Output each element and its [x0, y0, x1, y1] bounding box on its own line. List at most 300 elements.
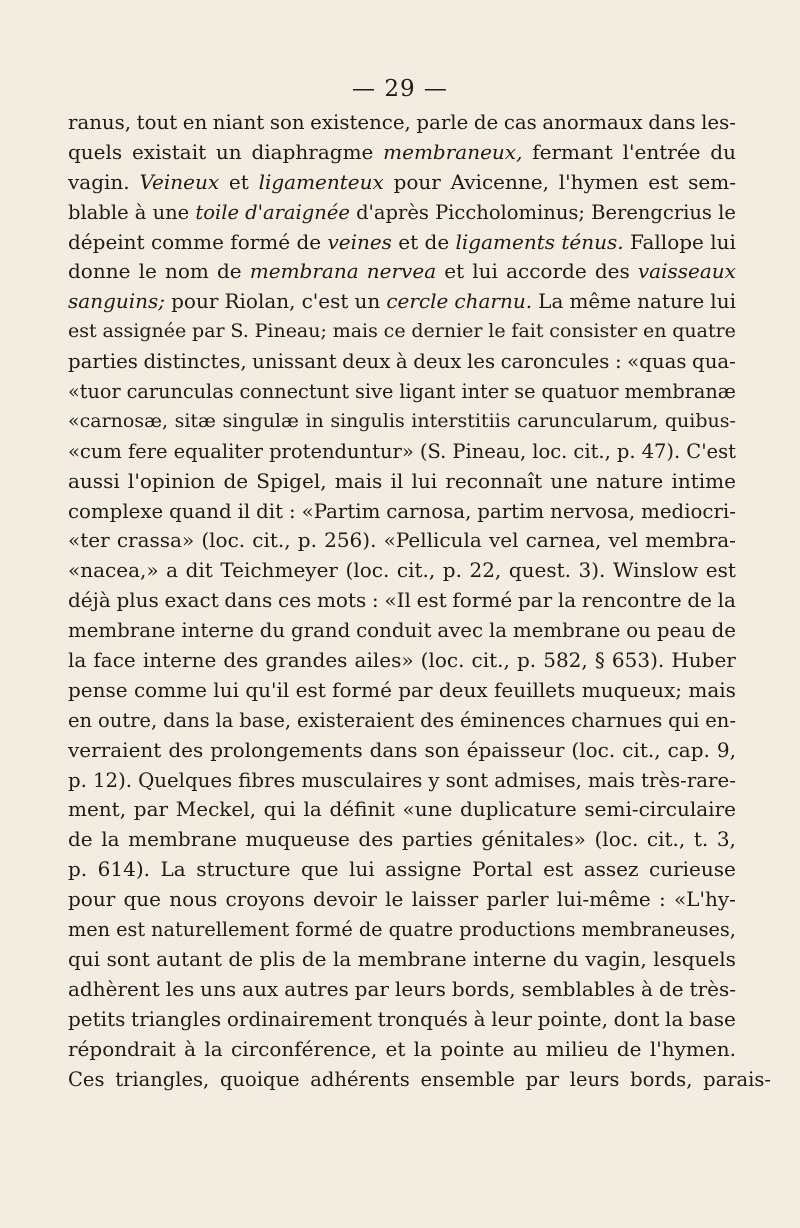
- word: carunculas: [126, 380, 234, 404]
- word: distinctes,: [143, 350, 247, 374]
- word: ce: [383, 320, 406, 343]
- word: les: [466, 350, 496, 374]
- word: la: [717, 588, 736, 613]
- word: sanguins;: [68, 289, 166, 314]
- word: du: [710, 139, 736, 164]
- word: mots: [316, 588, 367, 613]
- word: de: [217, 259, 242, 284]
- word: de: [301, 946, 327, 971]
- word: crassa»: [116, 528, 195, 553]
- word: mais: [587, 768, 635, 792]
- text-line: [68, 646, 736, 676]
- text-line: [68, 198, 736, 228]
- word: conduit: [356, 619, 432, 643]
- word: base: [689, 1006, 736, 1031]
- word: S.: [230, 320, 249, 343]
- word: structure: [196, 857, 291, 882]
- text-line: [68, 915, 736, 945]
- word: veines: [327, 229, 392, 254]
- word: pour: [68, 887, 116, 912]
- word: par: [517, 588, 553, 613]
- word: feuillets: [494, 677, 576, 702]
- word: existait: [131, 139, 207, 164]
- word: nous: [169, 887, 218, 912]
- word: sive: [355, 380, 394, 404]
- word: :: [614, 350, 622, 374]
- word: parais-: [703, 1067, 771, 1091]
- word: cas: [503, 111, 537, 134]
- word: croyons: [225, 887, 305, 912]
- word: Berengcrius: [591, 200, 712, 224]
- word: et: [228, 169, 249, 194]
- word: accorde: [506, 259, 587, 284]
- word: petits: [68, 1006, 126, 1031]
- word: épaisseur: [466, 737, 565, 762]
- word: à: [473, 1006, 486, 1031]
- word: mais: [688, 677, 736, 702]
- word: milieu: [545, 1036, 609, 1061]
- word: interne: [181, 619, 254, 643]
- text-line: [68, 228, 736, 258]
- word: vel: [608, 528, 638, 553]
- word: lesquels: [653, 946, 736, 971]
- text-line: [68, 526, 736, 556]
- word: par: [192, 320, 225, 343]
- word: charnues: [571, 708, 663, 732]
- word: sem-: [688, 169, 736, 194]
- word: très-rare-: [640, 768, 736, 792]
- word: que: [123, 887, 162, 912]
- word: adhérents: [310, 1067, 410, 1091]
- word: blable: [68, 200, 129, 224]
- word: caruncularum,: [517, 409, 659, 432]
- word: lui: [348, 857, 375, 882]
- word: protenduntur»: [269, 439, 414, 463]
- word: pointe,: [537, 1006, 608, 1031]
- word: charnu.: [454, 289, 533, 314]
- word: «cum: [68, 439, 122, 463]
- word: ligamenteux: [258, 169, 384, 194]
- word: La: [538, 289, 564, 314]
- word: singulæ: [222, 409, 299, 432]
- word: toile: [195, 200, 239, 224]
- text-line: [68, 706, 736, 736]
- word: quels: [68, 139, 123, 164]
- text-line: [68, 1065, 771, 1095]
- word: quoique: [219, 1067, 300, 1091]
- word: duplicature: [459, 797, 577, 822]
- word: dans: [163, 708, 210, 732]
- word: l'hymen: [558, 169, 639, 194]
- word: la: [215, 708, 234, 732]
- text-line: [68, 347, 736, 377]
- word: d'après: [356, 200, 429, 224]
- word: assignée: [102, 320, 187, 343]
- word: adhèrent: [68, 976, 160, 1001]
- word: lui: [710, 289, 736, 314]
- word: triangles,: [115, 1067, 210, 1091]
- word: ranus,: [68, 111, 132, 134]
- text-line: [68, 1035, 736, 1065]
- word: le: [718, 200, 736, 224]
- word: cit.,: [396, 558, 436, 583]
- word: formé: [295, 918, 353, 942]
- word: pour: [171, 289, 219, 314]
- body-text: [68, 108, 771, 1094]
- word: diaphragme: [251, 139, 374, 164]
- word: 614).: [97, 857, 150, 882]
- word: est: [416, 588, 447, 613]
- word: semi-circulaire: [584, 797, 736, 822]
- text-line: [68, 885, 736, 915]
- word: par: [133, 797, 169, 822]
- word: par: [398, 677, 433, 702]
- text-line: [68, 975, 736, 1005]
- word: Pineau,: [452, 439, 527, 463]
- word: pour: [393, 169, 441, 194]
- word: 582,: [543, 648, 588, 673]
- word: «nacea,»: [68, 558, 159, 583]
- word: grand: [291, 619, 351, 643]
- word: dépeint: [68, 229, 145, 254]
- word: 22,: [469, 558, 502, 583]
- text-line: [68, 377, 736, 407]
- word: nature: [637, 289, 705, 314]
- word: curieuse: [649, 857, 736, 882]
- word: lui-même: [556, 887, 651, 912]
- word: est: [648, 169, 679, 194]
- word: Huber: [671, 648, 736, 673]
- word: quatre: [672, 320, 736, 343]
- word: la: [204, 1036, 223, 1061]
- word: bords,: [451, 976, 516, 1001]
- word: reconnaît: [445, 468, 543, 493]
- word: dit: [256, 499, 284, 523]
- word: est: [116, 918, 146, 942]
- word: prolongements: [210, 737, 363, 762]
- word: répondrait: [68, 1036, 176, 1061]
- word: de: [228, 946, 254, 971]
- word: membrane: [68, 619, 176, 643]
- word: in: [305, 409, 324, 432]
- word: men: [68, 918, 111, 942]
- word: la: [665, 1006, 684, 1031]
- word: :: [371, 588, 379, 613]
- word: lui: [710, 229, 736, 254]
- word: partim: [477, 499, 545, 523]
- word: 256).: [324, 528, 377, 553]
- word: par: [525, 1067, 560, 1091]
- word: «carnosæ,: [68, 409, 169, 432]
- word: ensemble: [420, 1067, 515, 1091]
- word: ligant: [399, 380, 456, 404]
- word: caroncules: [500, 350, 610, 374]
- word: membraneux,: [383, 139, 523, 164]
- word: pointe: [440, 1036, 505, 1061]
- word: de: [711, 619, 736, 643]
- word: dans: [224, 588, 273, 613]
- word: autant: [156, 946, 222, 971]
- word: ordinairement: [226, 1006, 372, 1031]
- word: Teichmeyer: [220, 558, 338, 583]
- word: complexe: [68, 499, 164, 523]
- word: circonférence,: [231, 1036, 378, 1061]
- word: cit.,: [622, 737, 661, 762]
- word: déjà: [68, 588, 111, 613]
- text-line: [68, 287, 736, 317]
- word: se: [514, 380, 536, 404]
- word: carnea,: [525, 528, 602, 553]
- word: leurs: [394, 976, 446, 1001]
- word: l'opinion: [127, 468, 216, 493]
- word: parle: [416, 111, 469, 134]
- word: ailes»: [354, 648, 414, 673]
- word: en: [642, 320, 667, 343]
- word: la: [488, 619, 508, 643]
- word: la: [332, 946, 352, 971]
- word: anormaux: [542, 111, 643, 134]
- word: des: [223, 648, 259, 673]
- word: Ces: [68, 1067, 105, 1091]
- word: assigne: [385, 857, 462, 882]
- word: qui: [668, 708, 700, 732]
- word: membrane: [512, 619, 621, 643]
- word: uns: [200, 976, 237, 1001]
- word: leur: [491, 1006, 532, 1031]
- word: Portal: [471, 857, 533, 882]
- word: les-: [701, 111, 736, 134]
- word: cap.: [667, 737, 710, 762]
- word: qua-: [692, 350, 736, 374]
- word: d'araignée: [245, 200, 350, 224]
- word: assez: [583, 857, 639, 882]
- word: en-: [705, 708, 736, 732]
- word: son: [424, 737, 460, 762]
- word: donne: [68, 259, 131, 284]
- word: cit.,: [646, 827, 686, 852]
- word: et: [444, 259, 465, 284]
- word: lui: [411, 468, 438, 493]
- word: la: [68, 648, 87, 673]
- word: 3).: [578, 558, 606, 583]
- word: vagin.: [68, 169, 130, 194]
- text-line: [68, 766, 736, 796]
- word: p.: [68, 857, 88, 882]
- word: interne: [473, 946, 547, 971]
- word: productions: [459, 918, 576, 942]
- word: :: [289, 499, 296, 523]
- word: Veineux: [139, 169, 220, 194]
- word: rencontre: [581, 588, 682, 613]
- word: est: [543, 857, 574, 882]
- text-line: [68, 108, 736, 138]
- word: nervea: [366, 259, 437, 284]
- word: comme: [133, 677, 207, 702]
- word: cit.,: [252, 528, 291, 553]
- word: 47).: [641, 439, 681, 463]
- word: C'est: [686, 439, 736, 463]
- word: carnosa,: [386, 499, 472, 523]
- word: très-: [689, 976, 736, 1001]
- word: génitales»: [481, 827, 586, 852]
- word: :: [658, 887, 666, 912]
- text-line: [68, 945, 736, 975]
- word: interne: [142, 648, 217, 673]
- word: dans: [369, 737, 418, 762]
- word: tronqués: [377, 1006, 468, 1031]
- text-line: [68, 467, 736, 497]
- word: à: [395, 350, 408, 374]
- word: Riolan,: [224, 289, 296, 314]
- word: la: [413, 1036, 432, 1061]
- word: fere: [127, 439, 168, 463]
- word: éminences: [459, 708, 566, 732]
- word: est: [705, 558, 736, 583]
- text-line: [68, 168, 736, 198]
- word: Piccholominus;: [435, 200, 585, 224]
- word: en: [68, 708, 93, 732]
- word: des: [420, 708, 455, 732]
- word: une: [152, 200, 190, 224]
- word: leurs: [569, 1067, 620, 1091]
- word: existeraient: [296, 708, 415, 732]
- word: il: [237, 499, 251, 523]
- word: singulis: [330, 409, 405, 432]
- word: quatuor: [541, 380, 619, 404]
- word: inter: [461, 380, 509, 404]
- word: deux: [342, 350, 391, 374]
- word: même: [569, 289, 632, 314]
- word: consister: [549, 320, 638, 343]
- word: nervosa,: [550, 499, 636, 523]
- text-line: [68, 317, 736, 347]
- text-line: [68, 407, 736, 437]
- word: existence,: [310, 111, 411, 134]
- word: du: [552, 946, 579, 971]
- text-line: [68, 1005, 736, 1035]
- word: parler: [486, 887, 549, 912]
- word: outre,: [97, 708, 158, 732]
- word: p.: [616, 439, 636, 463]
- word: muqueuse: [245, 827, 350, 852]
- word: base,: [239, 708, 292, 732]
- word: (loc.: [345, 558, 390, 583]
- word: dernier: [411, 320, 483, 343]
- word: unissant: [252, 350, 337, 374]
- word: 653).: [611, 648, 665, 673]
- word: mediocri-: [641, 499, 736, 523]
- word: (S.: [419, 439, 447, 463]
- word: naturellement: [151, 918, 290, 942]
- word: sont: [445, 768, 489, 792]
- word: dit: [185, 558, 213, 583]
- word: plus: [116, 588, 159, 613]
- word: muqueux;: [581, 677, 683, 702]
- word: a: [166, 558, 179, 583]
- word: Spigel,: [256, 468, 327, 493]
- page-number: — 29 —: [352, 76, 448, 102]
- word: Quelques: [138, 768, 233, 792]
- word: quatre: [388, 918, 454, 942]
- word: de: [687, 588, 712, 613]
- word: son: [269, 111, 305, 134]
- word: de: [68, 827, 93, 852]
- word: formé: [230, 229, 291, 254]
- word: laisser: [411, 887, 479, 912]
- word: devoir: [313, 887, 377, 912]
- word: t.: [693, 827, 709, 852]
- word: ligaments: [455, 229, 556, 254]
- word: Pineau;: [254, 320, 327, 343]
- text-line: [68, 795, 736, 825]
- word: le: [138, 259, 157, 284]
- word: p.: [442, 558, 462, 583]
- word: quand: [169, 499, 232, 523]
- word: de: [223, 468, 249, 493]
- word: vel: [488, 528, 519, 553]
- word: «ter: [68, 528, 110, 553]
- word: La: [160, 857, 186, 882]
- word: un: [354, 289, 381, 314]
- word: «tuor: [68, 380, 121, 404]
- word: un: [215, 139, 242, 164]
- word: formé: [452, 588, 513, 613]
- word: verraient: [68, 737, 162, 762]
- word: la: [101, 827, 120, 852]
- word: des: [358, 827, 394, 852]
- word: grandes: [265, 648, 348, 673]
- word: ces: [277, 588, 312, 613]
- word: ténus.: [561, 229, 624, 254]
- word: deux: [413, 350, 462, 374]
- word: formé: [332, 677, 392, 702]
- word: membrana: [249, 259, 359, 284]
- word: membrane: [357, 946, 467, 971]
- word: 9,: [716, 737, 736, 762]
- word: equaliter: [173, 439, 264, 463]
- text-line: [68, 825, 736, 855]
- word: vagin,: [585, 946, 647, 971]
- word: des: [168, 737, 204, 762]
- word: par: [354, 976, 389, 1001]
- word: admises,: [494, 768, 582, 792]
- word: avec: [437, 619, 484, 643]
- word: que: [300, 857, 339, 882]
- word: interstitiis: [411, 409, 511, 432]
- text-line: [68, 497, 736, 527]
- word: intime: [671, 468, 736, 493]
- word: pense: [68, 677, 128, 702]
- word: et: [398, 229, 419, 254]
- word: nature: [596, 468, 664, 493]
- word: §: [594, 648, 605, 673]
- word: à: [641, 976, 653, 1001]
- word: (loc.: [594, 827, 639, 852]
- word: aussi: [68, 468, 120, 493]
- word: tout: [136, 111, 178, 134]
- word: membraneuses,: [581, 918, 736, 942]
- word: comme: [150, 229, 224, 254]
- word: l'hymen.: [649, 1036, 736, 1061]
- word: il: [390, 468, 404, 493]
- word: ment,: [68, 797, 127, 822]
- word: connectunt: [239, 380, 350, 404]
- word: «Partim: [301, 499, 381, 523]
- word: cercle: [386, 289, 449, 314]
- word: qu'il: [245, 677, 290, 702]
- word: de: [296, 229, 322, 254]
- text-line: [68, 586, 736, 616]
